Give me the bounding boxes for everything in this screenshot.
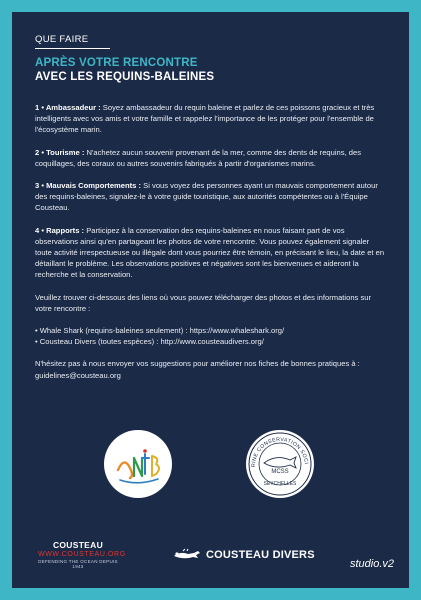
closing-text: N'hésitez pas à nous envoyer vos suggestions pour améliorer nos fiches de bonnes pratiques à : guidelines@cousteau.org — [35, 359, 360, 380]
section-kicker: QUE FAIRE — [35, 34, 89, 45]
body-text — [35, 102, 387, 392]
studio-signature: studio.v2 — [350, 558, 395, 570]
link-whaleshark[interactable]: • Whale Shark (requins-baleines seulement) : https://www.whaleshark.org/ — [35, 326, 285, 336]
mcss-bottom-text: SEYCHELLES — [263, 481, 297, 487]
ontb-logo-mark — [104, 430, 172, 498]
item-label: 2 • Tourisme : — [35, 147, 85, 157]
mcss-seal — [246, 430, 314, 498]
mcss-logo — [246, 430, 314, 498]
cousteau-logo — [38, 540, 126, 569]
item-label: 1 • Ambassadeur : — [35, 103, 101, 112]
item-mauvais-comportements — [35, 180, 387, 214]
item-text: Si vous voyez des personnes ayant un mauvais comportement autour des requins-baleines, signalez-le à votre guide touristique, aux autorités compétentes ou à l'Équipe Cousteau. — [35, 181, 378, 213]
item-ambassadeur — [35, 102, 387, 136]
item-text: N'achetez aucun souvenir provenant de la mer, comme des dents de requins, des coquillages, des coraux ou autres souvenirs fabriqués à partir d'organismes marins. — [35, 147, 362, 168]
ontb-logo — [104, 430, 172, 498]
item-tourisme — [35, 147, 387, 169]
cousteau-tagline: DEFENDING THE OCEAN DEPUIS 1943 — [38, 559, 118, 569]
guideline-sheet — [12, 12, 409, 588]
diver-icon — [172, 548, 202, 562]
cousteau-wordmark: COUSTEAU — [52, 540, 104, 550]
item-text: Soyez ambassadeur du requin baleine et parlez de ces poissons gracieux et très intelligents avec vos amis et votre famille et rappelez l'importance de les protéger pour l'ensemble de l'écosystème marin. — [35, 103, 375, 135]
title-line-2: AVEC LES REQUINS-BALEINES — [35, 71, 215, 83]
link-list — [35, 325, 387, 347]
item-label: 4 • Rapports : — [35, 225, 85, 235]
cousteau-divers-wordmark: COUSTEAU DIVERS — [206, 549, 315, 561]
mcss-ring-text: RINE CONSERVATION SOCI — [250, 436, 309, 468]
item-rapports — [35, 225, 387, 281]
cousteau-divers-logo — [172, 548, 315, 562]
item-label: 3 • Mauvais Comportements : — [35, 181, 142, 191]
links-intro: Veuillez trouver ci-dessous des liens où vous pouvez télécharger des photos et des informations sur votre rencontre : — [35, 292, 371, 313]
item-text: Participez à la conservation des requins-baleines en nous faisant part de vos observations ainsi qu'en partageant les photos de votre rencontre. Vous pouvez également signaler toute activité irrespectueuse ou illégale dont vous pourriez être témoin, en précisant le lieu, la date et en détaillant le problème. Les observations positives et négatives sont les bienvenues et aideront la recherche et la conservation. — [35, 225, 385, 280]
title-line-1: APRÈS VOTRE RENCONTRE — [35, 57, 198, 69]
mcss-center-text: MCSS — [271, 469, 289, 475]
kicker-divider — [35, 48, 110, 49]
link-cousteaudivers[interactable]: • Cousteau Divers (toutes espèces) : http://www.cousteaudivers.org/ — [35, 337, 264, 347]
cousteau-url[interactable]: WWW.COUSTEAU.ORG — [38, 551, 126, 558]
